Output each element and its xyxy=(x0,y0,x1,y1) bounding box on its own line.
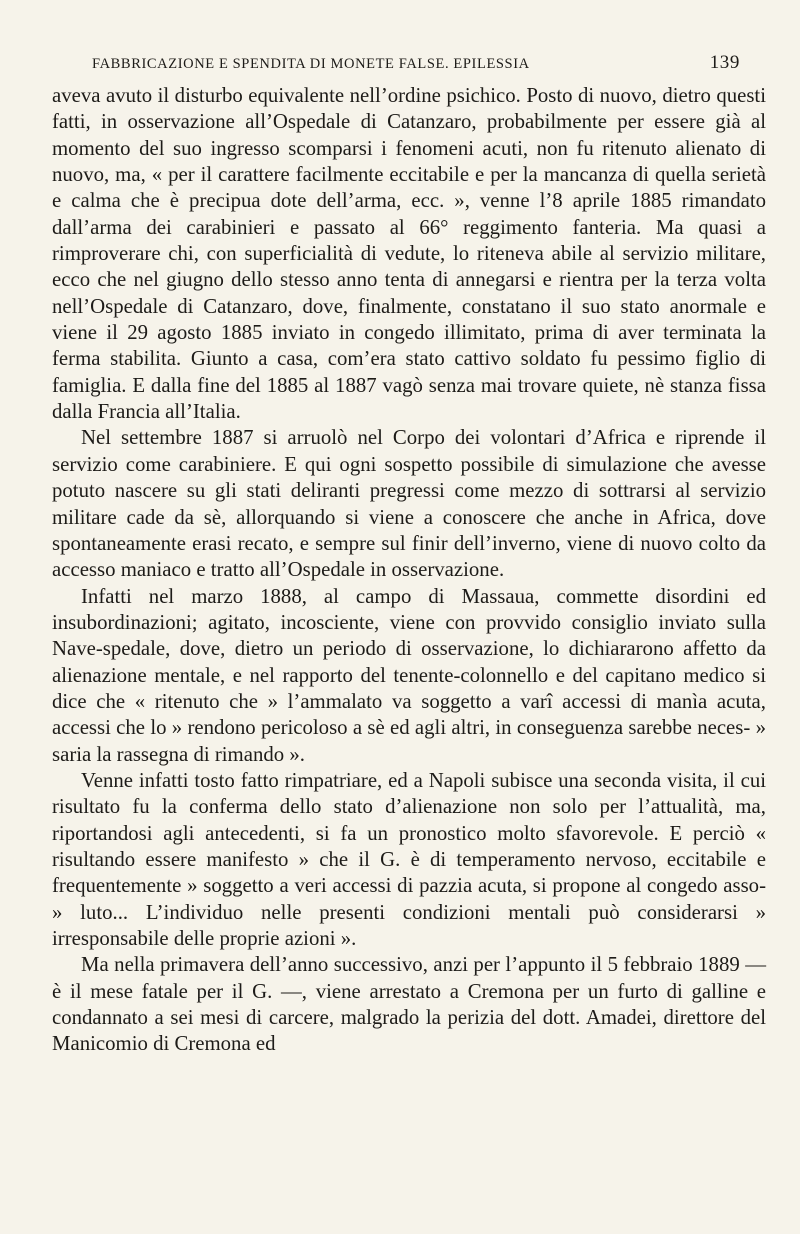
running-head: FABBRICAZIONE E SPENDITA DI MONETE FALSE. EPILESSIA xyxy=(92,56,530,72)
paragraph: aveva avuto il disturbo equivalente nell’ordine psichico. Posto di nuovo, dietro questi fatti, in osservazione all’Ospedale di Catanzaro, probabilmente per essere già al momento del suo ingresso scomparsi i fenomeni acuti, non fu ritenuto alienato di nuovo, ma, « per il carattere facilmente eccitabile e per la mancanza di quella serietà e calma che è precipua dote dell’arma, ecc. », venne l’8 aprile 1885 rimandato dall’arma dei carabinieri e passato al 66° reggimento fanteria. Ma quasi a rimproverare chi, con superficialità di vedute, lo riteneva abile al servizio militare, ecco che nel giugno dello stesso anno tenta di annegarsi e rientra per la terza volta nell’Ospedale di Catanzaro, dove, finalmente, constatano il suo stato anormale e viene il 29 agosto 1885 inviato in congedo illimitato, prima di aver terminata la ferma stabilita. Giunto a casa, com’era stato cattivo soldato fu pessimo figlio di famiglia. E dalla fine del 1885 al 1887 vagò senza mai trovare quiete, nè stanza fissa dalla Francia all’Italia. xyxy=(52,84,766,424)
paragraph: Venne infatti tosto fatto rimpatriare, ed a Napoli subisce una seconda visita, il cui risultato fu la conferma dello stato d’alienazione non solo per l’attualità, ma, riportandosi agli antecedenti, si fa un pronostico molto sfavorevole. E perciò « risultando essere manifesto » che il G. è di temperamento nervoso, eccitabile e frequentemente » soggetto a veri accessi di pazzia acuta, si propone al congedo asso- » luto... L’individuo nelle presenti condizioni mentali può considerarsi » irresponsabile delle proprie azioni ». xyxy=(52,768,766,950)
paragraph: Infatti nel marzo 1888, al campo di Massaua, commette disordini ed insubordinazioni; agitato, incosciente, viene con provvido consiglio inviato sulla Nave-spedale, dove, dietro un periodo di osservazione, lo dichiararono affetto da alienazione mentale, e nel rapporto del tenente-colonnello e del capitano medico si dice che « ritenuto che » l’ammalato va soggetto a varî accessi di manìa acuta, accessi che lo » rendono pericoloso a sè ed agli altri, in conseguenza sarebbe neces- » saria la rassegna di rimando ». xyxy=(52,584,766,766)
paragraph: Ma nella primavera dell’anno successivo, anzi per l’appunto il 5 febbraio 1889 — è il mese fatale per il G. —, viene arrestato a Cremona per un furto di galline e condannato a sei mesi di carcere, malgrado la perizia del dott. Amadei, direttore del Manicomio di Cremona ed xyxy=(52,953,766,1056)
body-text xyxy=(52,83,766,1058)
paragraph: Nel settembre 1887 si arruolò nel Corpo dei volontari d’Africa e riprende il servizio come carabiniere. E qui ogni sospetto possibile di simulazione che avesse potuto nascere su gli stati deliranti pregressi come mezzo di sottrarsi al servizio militare cade da sè, allorquando si viene a conoscere che anche in Africa, dove spontaneamente erasi recato, e sempre sul finir dell’inverno, viene di nuovo colto da accesso maniaco e tratto all’Ospedale in osservazione. xyxy=(52,426,766,582)
page-number: 139 xyxy=(709,52,740,73)
page-header xyxy=(92,48,740,76)
